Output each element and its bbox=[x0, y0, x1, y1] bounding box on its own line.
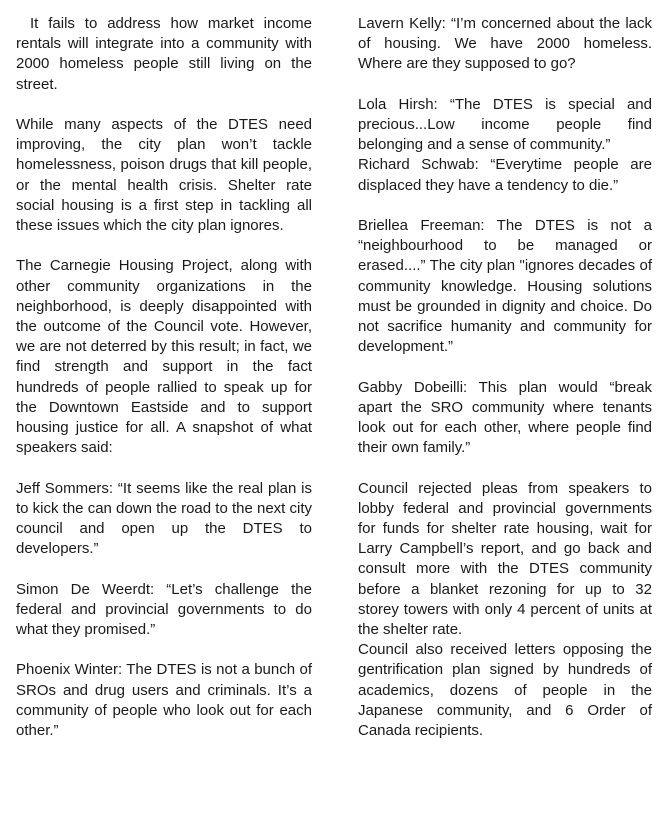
quote-simon-de-weerdt: Simon De Weerdt: “Let’s challenge the federal and provincial governments to do what they promised.” bbox=[16, 580, 312, 639]
paragraph-council-rejected: Council rejected pleas from speakers to lobby federal and provincial governments for funds for shelter rate housing, wait for Larry Campbell’s report, and go back and consult more with the DTES community before a blanket rezoning for up to 32 storey towers with only 4 percent of units at the shelter rate. bbox=[358, 479, 652, 639]
right-column bbox=[358, 14, 652, 741]
quote-lola-hirsh: Lola Hirsh: “The DTES is special and precious...Low income people find belonging and a sense of community.” bbox=[358, 95, 652, 154]
quote-phoenix-winter: Phoenix Winter: The DTES is not a bunch of SROs and drug users and criminals. It’s a community of people who look out for each other.” bbox=[16, 661, 312, 740]
paragraph-carnegie-housing-project: The Carnegie Housing Project, along with other community organizations in the neighborhood, is deeply disappointed with the outcome of the Council vote. However, we are not deterred by this result; in fact, we find strength and support in the fact hundreds of people rallied to speak up for the Downtown Eastside and to support housing justice for all. A snapshot of what speakers said: bbox=[16, 257, 312, 457]
quote-jeff-sommers: Jeff Sommers: “It seems like the real plan is to kick the can down the road to the next city council and open up the DTES to developers.” bbox=[16, 479, 313, 558]
quote-richard-schwab: Richard Schwab: “Everytime people are displaced they have a tendency to die.” bbox=[358, 156, 652, 194]
paragraph-council-letters: Council also received letters opposing the gentrification plan signed by hundreds of academics, dozens of people in the Japanese community, and 6 Order of Canada recipients. bbox=[358, 641, 652, 740]
paragraph-city-plan-issues: While many aspects of the DTES need improving, the city plan won’t tackle homelessness, poison drugs that kill people, or the mental health crisis. Shelter rate social housing is a first step in tackling all these issues which the city plan ignores. bbox=[16, 116, 312, 235]
quote-gabby-dobeilli: Gabby Dobeilli: This plan would “break apart the SRO community where tenants look out for each other, where people find their own family.” bbox=[358, 378, 652, 457]
quote-briellea-freeman: Briellea Freeman: The DTES is not a “neighbourhood to be managed or erased....” The city plan "ignores decades of community knowledge. Housing solutions must be grounded in dignity and choice. Do not sacrifice humanity and community for development.” bbox=[358, 217, 652, 356]
left-column bbox=[16, 14, 312, 741]
quote-lavern-kelly: Lavern Kelly: “I’m concerned about the lack of housing. We have 2000 homeless. Where are they supposed to go? bbox=[358, 15, 652, 73]
paragraph-market-income: It fails to address how market income rentals will integrate into a community with 2000 homeless people still living on the street. bbox=[16, 15, 312, 93]
